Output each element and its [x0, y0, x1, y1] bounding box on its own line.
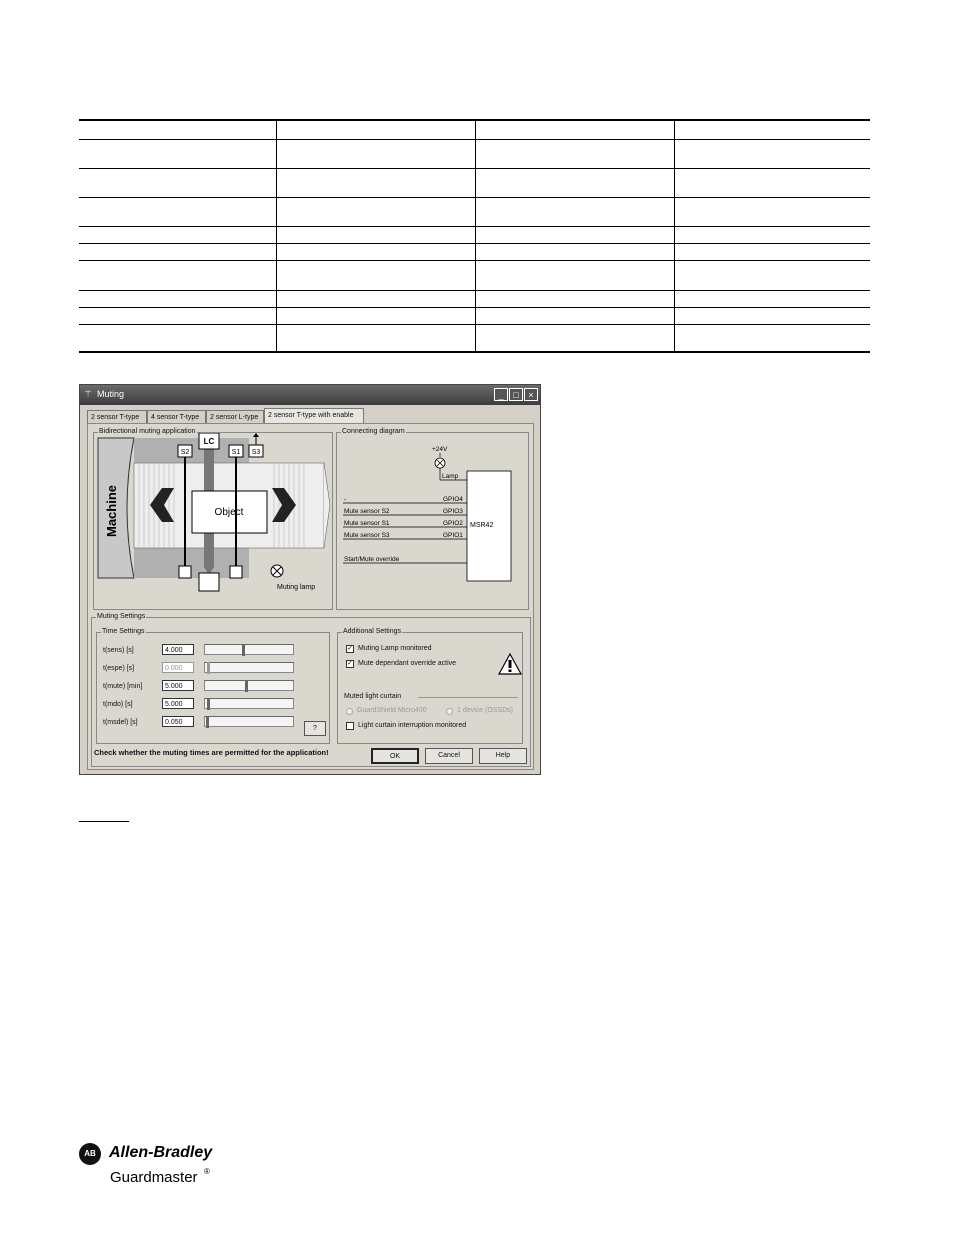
table-row: [79, 261, 870, 291]
row3-right: GPIO2: [443, 520, 463, 527]
table-row: [79, 198, 870, 227]
tab-2-sensor-t-type[interactable]: 2 sensor T-type: [87, 410, 147, 423]
slider-thumb[interactable]: [207, 662, 210, 674]
t-mute-label: t(mute) [min]: [103, 683, 143, 690]
table-row: [79, 308, 870, 325]
t-sens-input[interactable]: 4.000: [162, 644, 194, 655]
connecting-label: Connecting diagram: [342, 428, 405, 435]
override-label: Start/Mute override: [344, 556, 400, 563]
help-question-button[interactable]: ?: [304, 721, 326, 736]
muting-settings-group: [91, 613, 531, 767]
t-mdo-label: t(mdo) [s]: [103, 701, 133, 708]
row4-left: Mute sensor S3: [344, 532, 390, 539]
time-settings-label: Time Settings: [102, 628, 145, 635]
row1-right: GPIO4: [443, 496, 463, 503]
t-mdo-slider[interactable]: [204, 698, 294, 709]
window-title: Muting: [97, 389, 125, 399]
row1-left: -: [344, 496, 347, 503]
cancel-button[interactable]: Cancel: [425, 748, 473, 764]
muting-lamp-monitored-label: Muting Lamp monitored: [358, 645, 432, 652]
t-sens-label: t(sens) [s]: [103, 647, 134, 654]
table-row: [79, 120, 870, 140]
interruption-monitored-checkbox[interactable]: [346, 722, 354, 730]
row3-left: Mute sensor S1: [344, 520, 390, 527]
row2-right: GPIO3: [443, 508, 463, 515]
object-label: Object: [214, 507, 244, 518]
spec-table: [79, 119, 870, 353]
muting-settings-label: Muting Settings: [97, 613, 146, 620]
table-row: [79, 169, 870, 198]
guardmaster-text: Guardmaster: [110, 1169, 198, 1186]
divider: [418, 697, 518, 698]
connecting-group: [336, 428, 529, 610]
close-button[interactable]: ×: [524, 388, 538, 401]
device-label: MSR42: [470, 522, 494, 529]
additional-settings-label: Additional Settings: [343, 628, 401, 635]
override-active-checkbox[interactable]: ✓: [347, 660, 353, 667]
table-row: [79, 227, 870, 244]
tab-panel: [87, 423, 534, 770]
tab-2-sensor-t-type-enable[interactable]: 2 sensor T-type with enable: [264, 408, 364, 424]
table-row: [79, 244, 870, 261]
bidirectional-group: [93, 428, 333, 610]
slider-thumb[interactable]: [245, 680, 248, 692]
t-msdel-input[interactable]: 0.050: [162, 716, 194, 727]
one-device-label: 1 device (OSSDs): [457, 707, 514, 714]
tab-2-sensor-l-type[interactable]: 2 sensor L-type: [206, 410, 264, 423]
connecting-diagram: [337, 433, 528, 609]
t-espe-input[interactable]: 0.000: [162, 662, 194, 673]
registered-mark: ®: [204, 1167, 210, 1176]
one-device-radio[interactable]: [446, 708, 453, 715]
t-sens-slider[interactable]: [204, 644, 294, 655]
app-icon: ⚚: [84, 389, 93, 399]
slider-thumb[interactable]: [206, 716, 209, 728]
time-settings-group: [96, 628, 330, 744]
minimize-button[interactable]: _: [494, 388, 508, 401]
lamp-label: Lamp: [442, 473, 459, 480]
ab-badge: AB: [79, 1143, 101, 1165]
table-row: [79, 291, 870, 308]
t-espe-slider[interactable]: [204, 662, 294, 673]
warning-text: Check whether the muting times are permitted for the application!: [94, 748, 329, 757]
help-button[interactable]: Help: [479, 748, 527, 764]
machine-label: Machine: [104, 484, 119, 538]
tab-4-sensor-t-type[interactable]: 4 sensor T-type: [147, 410, 206, 423]
interruption-monitored-label: Light curtain interruption monitored: [358, 722, 467, 729]
muting-lamp-monitored-checkbox[interactable]: ✓: [347, 645, 353, 652]
s1-label: S1: [231, 449, 241, 456]
s3-label: S3: [251, 449, 261, 456]
override-active-label: Mute dependant override active: [358, 660, 457, 667]
underline-divider: [79, 821, 129, 822]
warning-icon: [498, 653, 522, 675]
brand-text: Allen-Bradley: [109, 1144, 213, 1161]
guardshield-label: GuardShield Micro400: [357, 707, 427, 714]
maximize-button[interactable]: □: [509, 388, 523, 401]
title-bar[interactable]: [80, 385, 540, 405]
lc-label: LC: [203, 437, 215, 446]
ok-button[interactable]: OK: [371, 748, 419, 764]
muting-lamp-label: Muting lamp: [277, 584, 316, 591]
t-msdel-slider[interactable]: [204, 716, 294, 727]
muted-light-curtain-label: Muted light curtain: [344, 693, 402, 700]
t-espe-label: t(espe) [s]: [103, 665, 135, 672]
table-row: [79, 140, 870, 169]
supply-label: +24V: [432, 446, 448, 453]
additional-settings-group: [337, 628, 523, 744]
t-mute-slider[interactable]: [204, 680, 294, 691]
s2-label: S2: [180, 449, 190, 456]
muting-application-diagram: [94, 433, 332, 609]
t-msdel-label: t(msdel) [s]: [103, 719, 138, 726]
table-row: [79, 325, 870, 352]
bidirectional-label: Bidirectional muting application: [99, 428, 196, 435]
slider-thumb[interactable]: [242, 644, 245, 656]
muting-dialog: [79, 384, 541, 775]
t-mute-input[interactable]: 5.000: [162, 680, 194, 691]
t-mdo-input[interactable]: 5.000: [162, 698, 194, 709]
row4-right: GPIO1: [443, 532, 463, 539]
row2-left: Mute sensor S2: [344, 508, 390, 515]
guardshield-radio[interactable]: [346, 708, 353, 715]
slider-thumb[interactable]: [207, 698, 210, 710]
